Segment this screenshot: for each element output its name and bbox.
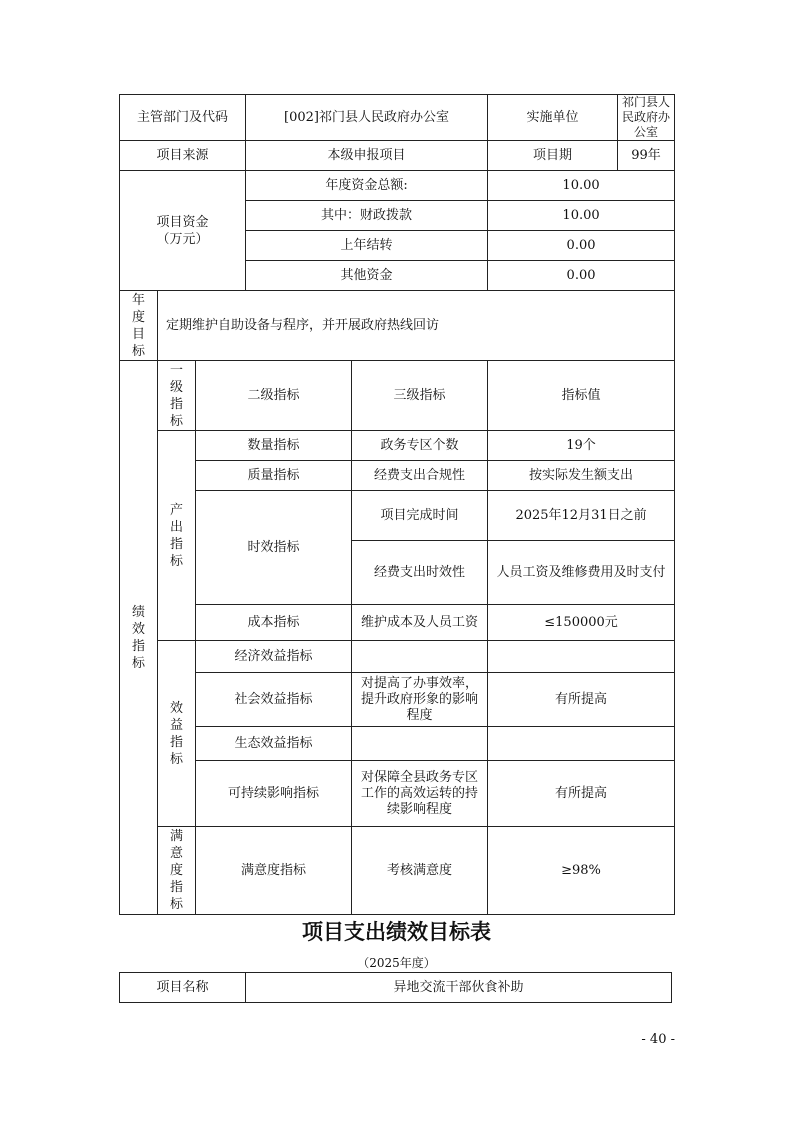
cost-value: ≤150000元 [488, 605, 675, 641]
quantity-l3: 政务专区个数 [352, 431, 488, 461]
quantity-l2: 数量指标 [196, 431, 352, 461]
timeliness-l2: 时效指标 [196, 491, 352, 605]
second-table-title: 项目支出绩效目标表 [302, 920, 491, 944]
fund-row-value: 0.00 [488, 261, 675, 291]
fund-row-label: 其中：财政拨款 [246, 201, 488, 231]
header-value: 指标值 [488, 361, 675, 431]
social-l3: 对提高了办事效率，提升政府形象的影响程度 [352, 673, 488, 727]
sustain-l2: 可持续影响指标 [196, 761, 352, 827]
economic-l2: 经济效益指标 [196, 641, 352, 673]
quality-l3: 经费支出合规性 [352, 461, 488, 491]
goal-label: 年度目标 [120, 291, 158, 361]
satisfaction-label: 满意度指标 [158, 827, 196, 915]
goal-value: 定期维护自助设备与程序，并开展政府热线回访 [158, 291, 675, 361]
fund-row-label: 年度资金总额: [246, 171, 488, 201]
sustain-value: 有所提高 [488, 761, 675, 827]
social-l2: 社会效益指标 [196, 673, 352, 727]
timeliness-a-value: 2025年12月31日之前 [488, 491, 675, 541]
perf-label: 绩效指标 [120, 361, 158, 915]
performance-table [119, 94, 675, 915]
output-label: 产出指标 [158, 431, 196, 641]
benefit-label: 效益指标 [158, 641, 196, 827]
dept-value: [002]祁门县人民政府办公室 [246, 95, 488, 141]
source-value: 本级申报项目 [246, 141, 488, 171]
period-value: 99年 [618, 141, 675, 171]
header-level1: 一级指标 [158, 361, 196, 431]
cost-l3: 维护成本及人员工资 [352, 605, 488, 641]
quality-value: 按实际发生额支出 [488, 461, 675, 491]
dept-label: 主管部门及代码 [120, 95, 246, 141]
project-name-table [119, 972, 672, 1003]
ecological-l3 [352, 727, 488, 761]
quantity-value: 19个 [488, 431, 675, 461]
impl-label: 实施单位 [488, 95, 618, 141]
social-value: 有所提高 [488, 673, 675, 727]
fund-row-label: 其他资金 [246, 261, 488, 291]
economic-l3 [352, 641, 488, 673]
ecological-l2: 生态效益指标 [196, 727, 352, 761]
fund-row-value: 10.00 [488, 171, 675, 201]
fund-row-value: 10.00 [488, 201, 675, 231]
project-name-value: 异地交流干部伙食补助 [246, 973, 672, 1003]
satisfaction-l2: 满意度指标 [196, 827, 352, 915]
sustain-l3: 对保障全县政务专区工作的高效运转的持续影响程度 [352, 761, 488, 827]
ecological-value [488, 727, 675, 761]
fund-row-value: 0.00 [488, 231, 675, 261]
page-number: - 40 - [641, 1032, 675, 1047]
fund-row-label: 上年结转 [246, 231, 488, 261]
period-label: 项目期 [488, 141, 618, 171]
source-label: 项目来源 [120, 141, 246, 171]
cost-l2: 成本指标 [196, 605, 352, 641]
satisfaction-value: ≥98% [488, 827, 675, 915]
timeliness-b-l3: 经费支出时效性 [352, 541, 488, 605]
impl-value: 祁门县人民政府办公室 [618, 95, 675, 141]
timeliness-a-l3: 项目完成时间 [352, 491, 488, 541]
project-name-label: 项目名称 [120, 973, 246, 1003]
fund-label: 项目资金（万元） [120, 171, 246, 291]
header-level2: 二级指标 [196, 361, 352, 431]
economic-value [488, 641, 675, 673]
header-level3: 三级指标 [352, 361, 488, 431]
satisfaction-l3: 考核满意度 [352, 827, 488, 915]
quality-l2: 质量指标 [196, 461, 352, 491]
timeliness-b-value: 人员工资及维修费用及时支付 [488, 541, 675, 605]
second-table-year: （2025年度） [357, 956, 436, 970]
